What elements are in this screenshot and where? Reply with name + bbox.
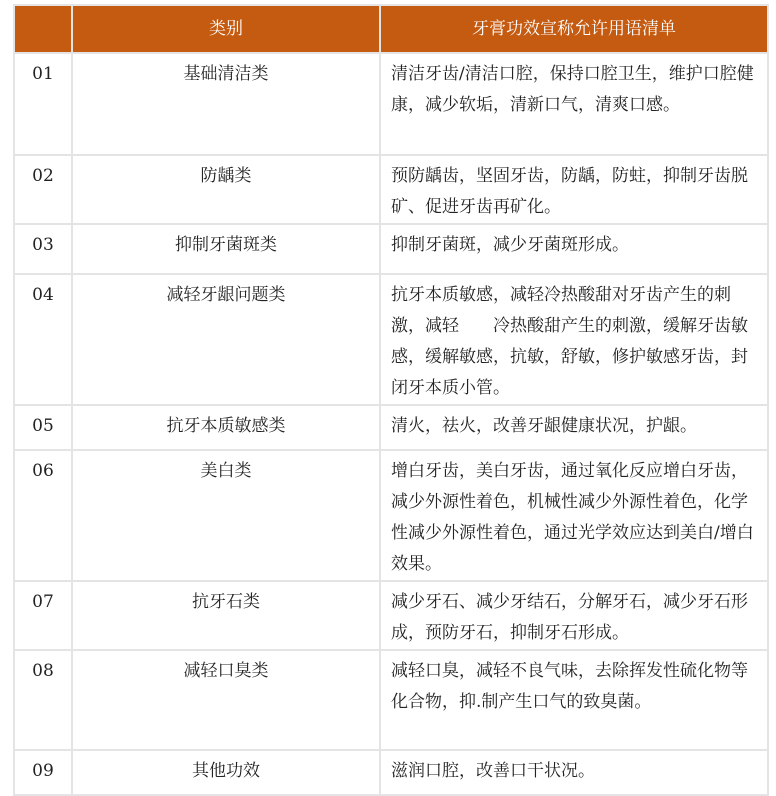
row-category: 抗牙石类: [72, 581, 380, 650]
row-number: 03: [14, 224, 72, 274]
row-number: 04: [14, 274, 72, 405]
row-category: 抗牙本质敏感类: [72, 405, 380, 450]
table-row: [14, 650, 768, 750]
table-row: [14, 53, 768, 155]
row-number: 08: [14, 650, 72, 750]
row-number: 05: [14, 405, 72, 450]
header-content: 牙膏功效宣称允许用语清单: [380, 5, 768, 53]
row-content: 清火，祛火，改善牙龈健康状况，护龈。: [380, 405, 768, 450]
table-row: [14, 405, 768, 450]
row-content: 增白牙齿，美白牙齿，通过氧化反应增白牙齿，减少外源性着色，机械性减少外源性着色，化学性减少外源性着色，通过光学效应达到美白/增白效果。: [380, 450, 768, 581]
header-num: [14, 5, 72, 53]
table-header: [14, 5, 768, 53]
table-row: [14, 274, 768, 405]
row-number: 09: [14, 750, 72, 795]
row-content: 滋润口腔，改善口干状况。: [380, 750, 768, 795]
row-number: 01: [14, 53, 72, 155]
table-row: [14, 155, 768, 224]
row-content: 减轻口臭，减轻不良气味，去除挥发性硫化物等化合物，抑.制产生口气的致臭菌。: [380, 650, 768, 750]
row-content: 减少牙石、减少牙结石，分解牙石，减少牙石形成，预防牙石，抑制牙石形成。: [380, 581, 768, 650]
row-content: 预防龋齿，坚固牙齿，防龋，防蛀，抑制牙齿脱矿、促进牙齿再矿化。: [380, 155, 768, 224]
row-category: 防龋类: [72, 155, 380, 224]
row-number: 07: [14, 581, 72, 650]
row-number: 02: [14, 155, 72, 224]
toothpaste-claims-table: [13, 4, 769, 796]
row-content: 抑制牙菌斑，减少牙菌斑形成。: [380, 224, 768, 274]
table-row: [14, 581, 768, 650]
row-category: 美白类: [72, 450, 380, 581]
table-row: [14, 224, 768, 274]
row-number: 06: [14, 450, 72, 581]
row-category: 减轻口臭类: [72, 650, 380, 750]
table-row: [14, 450, 768, 581]
header-category: 类别: [72, 5, 380, 53]
row-category: 抑制牙菌斑类: [72, 224, 380, 274]
row-content: 抗牙本质敏感，减轻冷热酸甜对牙齿产生的刺激，减轻 冷热酸甜产生的刺激，缓解牙齿敏感，缓解敏感，抗敏，舒敏，修护敏感牙齿，封闭牙本质小管。: [380, 274, 768, 405]
row-category: 其他功效: [72, 750, 380, 795]
row-category: 基础清洁类: [72, 53, 380, 155]
row-content: 清洁牙齿/清洁口腔，保持口腔卫生，维护口腔健康，减少软垢，清新口气，清爽口感。: [380, 53, 768, 155]
row-category: 减轻牙龈问题类: [72, 274, 380, 405]
table-row: [14, 750, 768, 795]
